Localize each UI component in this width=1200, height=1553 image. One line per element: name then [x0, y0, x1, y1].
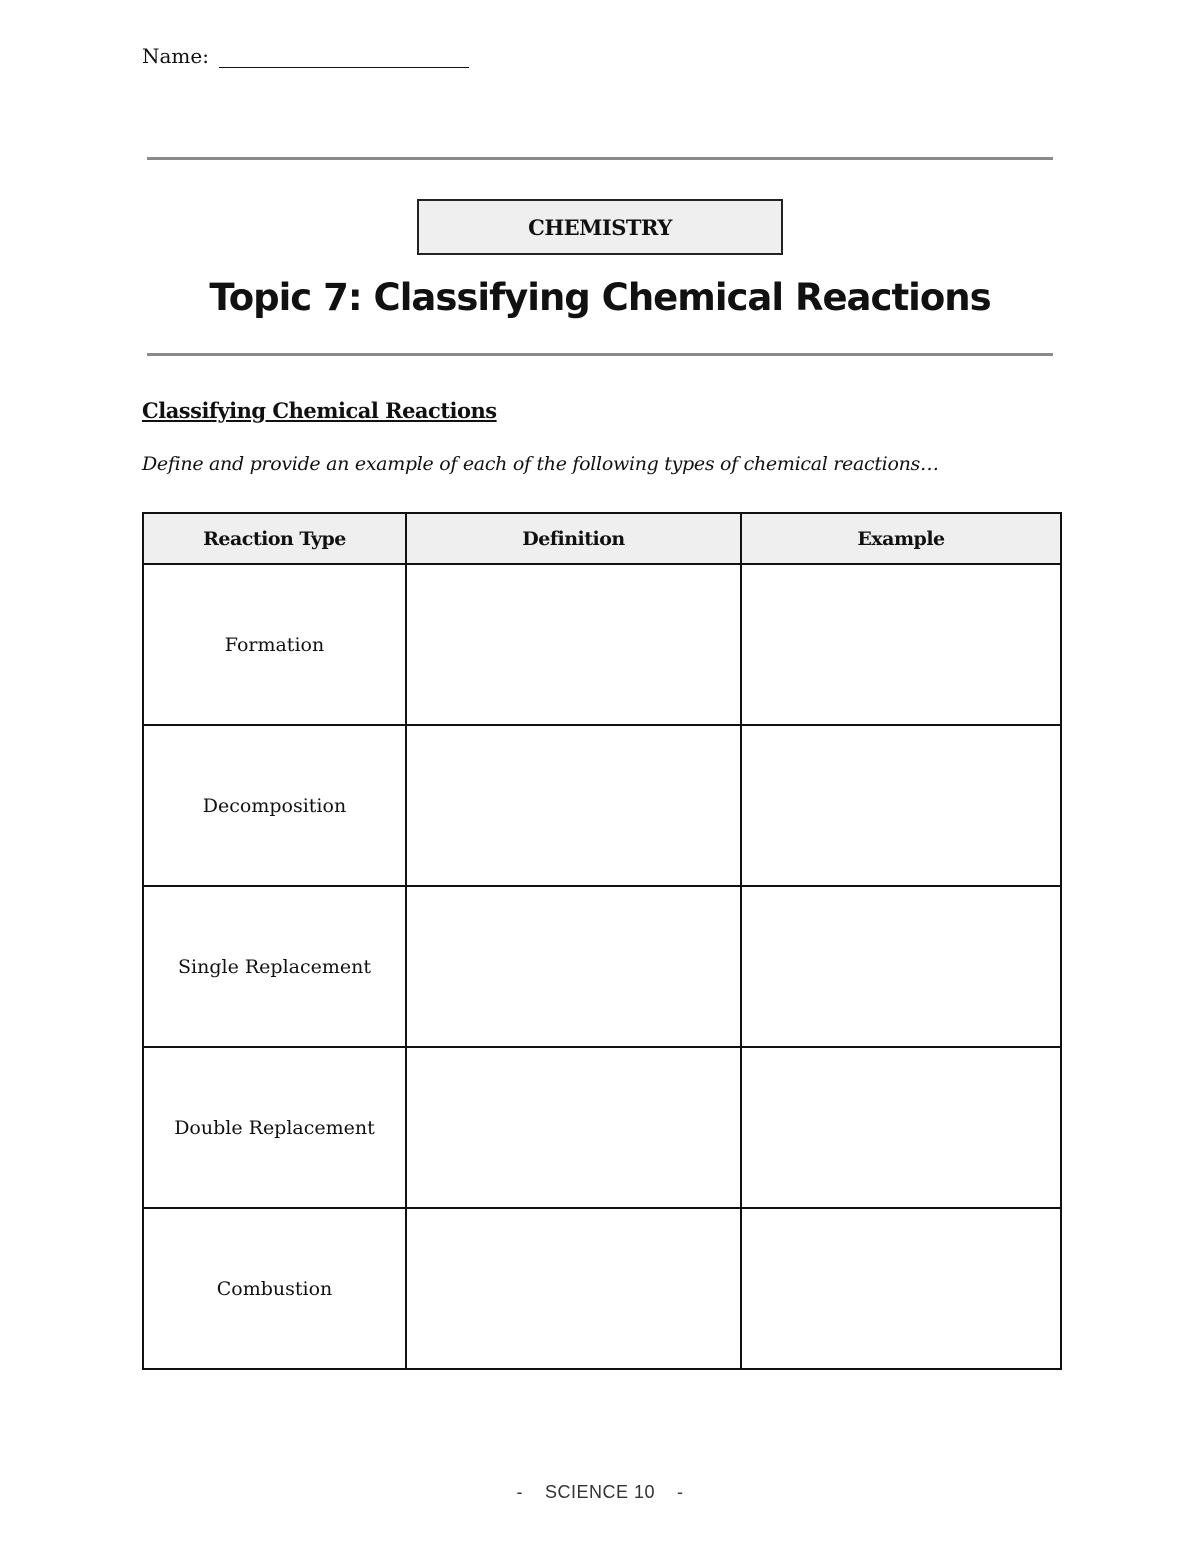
reaction-type-cell: Single Replacement — [143, 886, 406, 1047]
subject-label: CHEMISTRY — [528, 214, 672, 240]
footer-dash-left: - — [516, 1482, 523, 1502]
reaction-type-cell: Decomposition — [143, 725, 406, 886]
definition-cell[interactable] — [406, 564, 741, 725]
definition-cell[interactable] — [406, 886, 741, 1047]
header-definition: Definition — [406, 513, 741, 564]
table-row — [143, 1208, 1061, 1369]
definition-cell[interactable] — [406, 1208, 741, 1369]
bottom-divider — [147, 353, 1053, 356]
example-cell[interactable] — [741, 725, 1061, 886]
subject-box — [417, 199, 783, 255]
name-label: Name: — [142, 44, 209, 68]
definition-cell[interactable] — [406, 1047, 741, 1208]
definition-cell[interactable] — [406, 725, 741, 886]
example-cell[interactable] — [741, 1208, 1061, 1369]
name-field — [142, 44, 469, 68]
section-heading: Classifying Chemical Reactions — [142, 398, 497, 423]
example-cell[interactable] — [741, 886, 1061, 1047]
page-footer — [0, 1482, 1200, 1503]
reaction-table — [142, 512, 1062, 1370]
example-cell[interactable] — [741, 1047, 1061, 1208]
example-cell[interactable] — [741, 564, 1061, 725]
header-example: Example — [741, 513, 1061, 564]
instructions: Define and provide an example of each of the following types of chemical reactions… — [142, 453, 939, 475]
name-blank-line[interactable] — [219, 47, 469, 68]
table-header-row — [143, 513, 1061, 564]
header-reaction-type: Reaction Type — [143, 513, 406, 564]
page-title: Topic 7: Classifying Chemical Reactions — [209, 276, 991, 319]
table-row — [143, 725, 1061, 886]
reaction-type-cell: Combustion — [143, 1208, 406, 1369]
reaction-type-cell: Formation — [143, 564, 406, 725]
footer-dash-right: - — [677, 1482, 684, 1502]
table-row — [143, 886, 1061, 1047]
table-row — [143, 564, 1061, 725]
footer-text: SCIENCE 10 — [544, 1482, 656, 1502]
top-divider — [147, 157, 1053, 160]
table-row — [143, 1047, 1061, 1208]
reaction-type-cell: Double Replacement — [143, 1047, 406, 1208]
